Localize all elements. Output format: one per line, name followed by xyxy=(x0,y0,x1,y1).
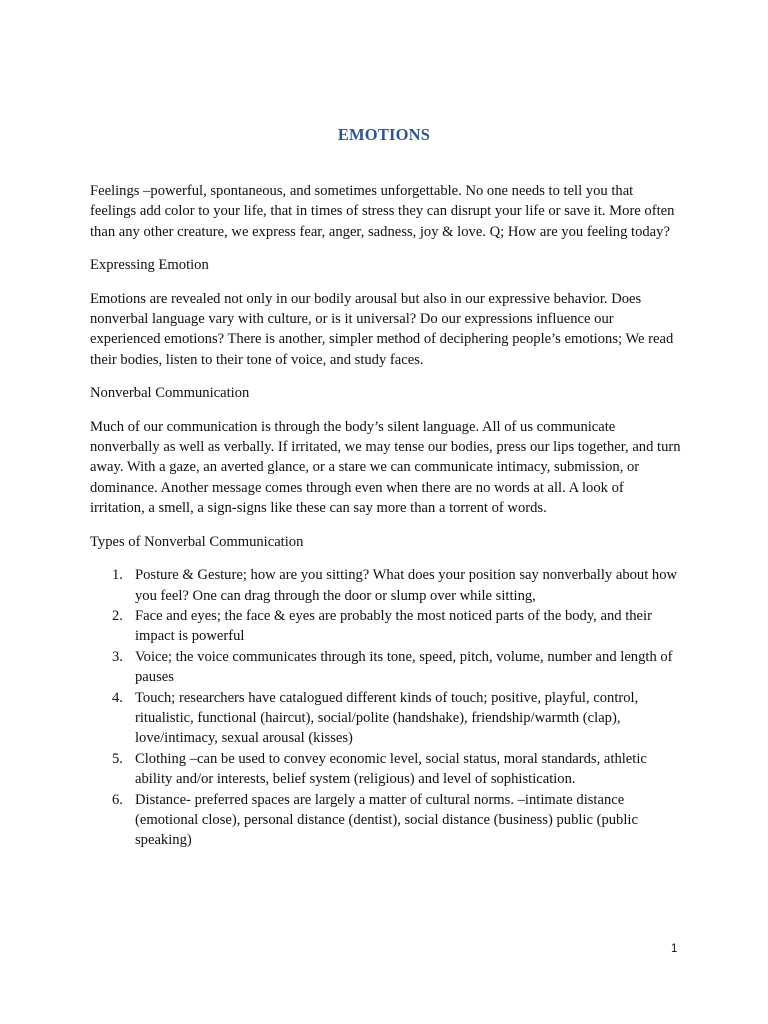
list-item-text: Posture & Gesture; how are you sitting? What does your position say nonverbally about how you feel? One can drag through the door or slump over while sitting, xyxy=(135,567,678,604)
section-heading-nonverbal-communication: Nonverbal Communication xyxy=(90,385,250,402)
section-heading-expressing-emotion: Expressing Emotion xyxy=(90,257,209,274)
list-item-number: 2. xyxy=(112,607,123,624)
intro-paragraph: Feelings –powerful, spontaneous, and sometimes unforgettable. No one needs to tell you that feelings add color to your life, that in times of stress they can disrupt your life or save it. More often than any other creature, we express fear, anger, sadness, joy & love. Q; How are you feeling today? xyxy=(90,183,675,240)
types-list xyxy=(90,565,682,851)
list-item xyxy=(90,688,682,749)
list-item xyxy=(90,606,682,647)
nonverbal-communication-paragraph: Much of our communication is through the body’s silent language. All of us communicate nonverbally as well as verbally. If irritated, we may tense our bodies, press our lips together, and turn away. With a gaze, an averted glance, or a stare we can communicate intimacy, submission, or dominance. Another message comes through even when there are no words at all. A look of irritation, a smell, a sign-signs like these can say more than a torrent of words. xyxy=(90,418,681,517)
list-item xyxy=(90,647,682,688)
document-body xyxy=(90,181,682,851)
page-number: 1 xyxy=(671,943,678,955)
list-item-text: Distance- preferred spaces are largely a matter of cultural norms. –intimate distance (emotional close), personal distance (dentist), social distance (business) public (public speaking) xyxy=(135,791,638,849)
list-item-text: Clothing –can be used to convey economic level, social status, moral standards, athletic ability and/or interests, belief system (religious) and level of sophistication. xyxy=(135,750,647,788)
list-item-text: Voice; the voice communicates through its tone, speed, pitch, volume, number and length of pauses xyxy=(135,648,673,686)
list-item-number: 5. xyxy=(112,750,123,767)
document-title: EMOTIONS xyxy=(337,125,431,144)
list-item-number: 4. xyxy=(112,689,123,706)
section-heading-types: Types of Nonverbal Communication xyxy=(90,533,304,550)
expressing-emotion-paragraph: Emotions are revealed not only in our bodily arousal but also in our expressive behavior. Does nonverbal language vary with culture, or is it universal? Do our expressions influence our experienced emotions? There is another, simpler method of deciphering people’s emotions; We read their bodies, listen to their tone of voice, and study faces. xyxy=(90,290,674,368)
list-item-text: Face and eyes; the face & eyes are probably the most noticed parts of the body, and their impact is powerful xyxy=(135,607,652,645)
list-item-number: 1. xyxy=(112,567,123,584)
list-item xyxy=(90,790,682,851)
list-item xyxy=(90,565,682,606)
list-item-number: 3. xyxy=(112,648,123,665)
list-item xyxy=(90,749,682,790)
list-item-number: 6. xyxy=(112,791,123,808)
list-item-text: Touch; researchers have catalogued different kinds of touch; positive, playful, control, ritualistic, functional (haircut), social/polite (handshake), friendship/warmth (clap), love/intimacy, sexual arousal (kisses) xyxy=(135,689,639,747)
